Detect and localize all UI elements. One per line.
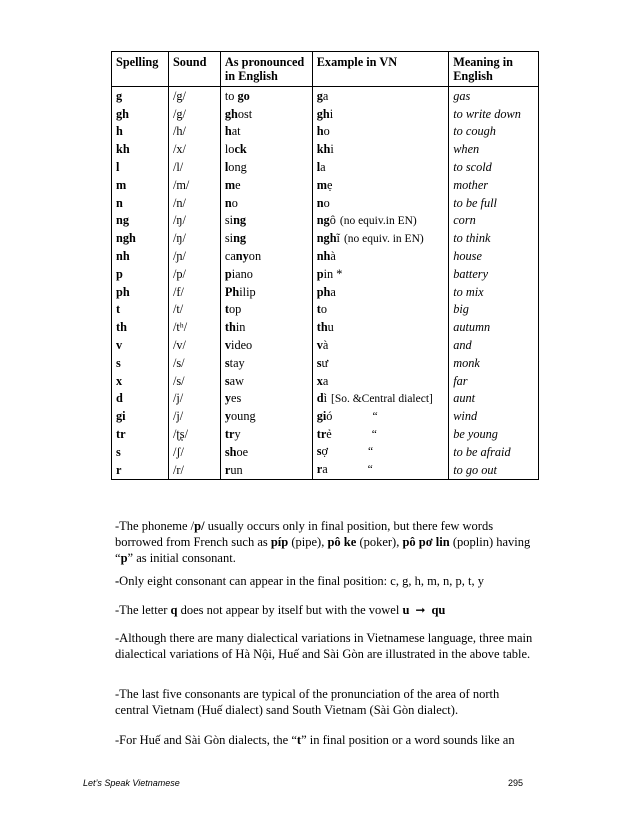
cell-spelling: m bbox=[112, 176, 169, 194]
paragraph-p-phoneme: -The phoneme /p/ usually occurs only in final position, but there few words borrowed from French such as píp (pipe), pô ke (poker), pô pơ lin (poplin) having “p” as initial consonant. bbox=[115, 519, 531, 565]
table-row bbox=[112, 461, 539, 479]
table-row bbox=[112, 372, 539, 390]
cell-meaning: corn bbox=[449, 212, 539, 230]
cell-sound: /m/ bbox=[168, 176, 220, 194]
cell-meaning: aunt bbox=[449, 390, 539, 408]
cell-sound: /ʃ/ bbox=[168, 443, 220, 461]
cell-example: ra “ bbox=[312, 461, 449, 479]
table-row bbox=[112, 158, 539, 176]
cell-spelling: ngh bbox=[112, 229, 169, 247]
cell-example: khi bbox=[312, 140, 449, 158]
cell-example: nhà bbox=[312, 247, 449, 265]
cell-english: long bbox=[220, 158, 312, 176]
cell-sound: /l/ bbox=[168, 158, 220, 176]
cell-example: nghĩ (no equiv. in EN) bbox=[312, 229, 449, 247]
cell-spelling: kh bbox=[112, 140, 169, 158]
cell-meaning: to mix bbox=[449, 283, 539, 301]
cell-example: pha bbox=[312, 283, 449, 301]
cell-english: saw bbox=[220, 372, 312, 390]
arrow-right-icon: ➞ bbox=[415, 603, 426, 617]
cell-example: ghi bbox=[312, 105, 449, 123]
cell-sound: /s/ bbox=[168, 354, 220, 372]
cell-meaning: wind bbox=[449, 407, 539, 425]
cell-meaning: be young bbox=[449, 425, 539, 443]
table-row bbox=[112, 123, 539, 141]
table-row bbox=[112, 105, 539, 123]
cell-example: thu bbox=[312, 318, 449, 336]
cell-spelling: gh bbox=[112, 105, 169, 123]
table-row bbox=[112, 140, 539, 158]
table-row bbox=[112, 390, 539, 408]
table-row bbox=[112, 87, 539, 105]
cell-english: ghost bbox=[220, 105, 312, 123]
cell-meaning: to cough bbox=[449, 123, 539, 141]
cell-english: to go bbox=[220, 87, 312, 105]
cell-english: me bbox=[220, 176, 312, 194]
cell-sound: /f/ bbox=[168, 283, 220, 301]
cell-meaning: to go out bbox=[449, 461, 539, 479]
cell-sound: /ɲ/ bbox=[168, 247, 220, 265]
cell-spelling: l bbox=[112, 158, 169, 176]
cell-spelling: v bbox=[112, 336, 169, 354]
cell-meaning: and bbox=[449, 336, 539, 354]
cell-example: pin * bbox=[312, 265, 449, 283]
cell-spelling: th bbox=[112, 318, 169, 336]
cell-english: lock bbox=[220, 140, 312, 158]
cell-meaning: house bbox=[449, 247, 539, 265]
cell-example: và bbox=[312, 336, 449, 354]
cell-example: gió “ bbox=[312, 407, 449, 425]
cell-english: piano bbox=[220, 265, 312, 283]
cell-sound: /t/ bbox=[168, 301, 220, 319]
cell-spelling: n bbox=[112, 194, 169, 212]
cell-spelling: ph bbox=[112, 283, 169, 301]
cell-spelling: tr bbox=[112, 425, 169, 443]
footer-title: Let’s Speak Vietnamese bbox=[83, 778, 180, 788]
cell-meaning: to think bbox=[449, 229, 539, 247]
cell-english: Philip bbox=[220, 283, 312, 301]
paragraph-hue-saigon: -For Huế and Sài Gòn dialects, the “t” in final position or a word sounds like an bbox=[115, 733, 515, 747]
cell-example: ngô (no equiv.in EN) bbox=[312, 212, 449, 230]
cell-spelling: nh bbox=[112, 247, 169, 265]
cell-spelling: d bbox=[112, 390, 169, 408]
paragraph-dialects: -Although there are many dialectical variations in Vietnamese language, three main dialectical variations of Hà Nội, Huế and Sài Gòn are illustrated in the above table. bbox=[115, 631, 533, 661]
cell-sound: /s/ bbox=[168, 372, 220, 390]
cell-sound: /p/ bbox=[168, 265, 220, 283]
cell-english: hat bbox=[220, 123, 312, 141]
cell-example: dì [So. &Central dialect] bbox=[312, 390, 449, 408]
cell-english: stay bbox=[220, 354, 312, 372]
cell-english: canyon bbox=[220, 247, 312, 265]
cell-meaning: to scold bbox=[449, 158, 539, 176]
cell-sound: /v/ bbox=[168, 336, 220, 354]
cell-spelling: p bbox=[112, 265, 169, 283]
table-row bbox=[112, 283, 539, 301]
table-row bbox=[112, 425, 539, 443]
cell-sound: /ŋ/ bbox=[168, 229, 220, 247]
cell-meaning: autumn bbox=[449, 318, 539, 336]
consonant-table bbox=[111, 51, 539, 480]
cell-sound: /tʰ/ bbox=[168, 318, 220, 336]
cell-example: la bbox=[312, 158, 449, 176]
cell-sound: /g/ bbox=[168, 87, 220, 105]
cell-english: shoe bbox=[220, 443, 312, 461]
table-row bbox=[112, 265, 539, 283]
cell-sound: /r/ bbox=[168, 461, 220, 479]
table-row bbox=[112, 229, 539, 247]
header-spelling: Spelling bbox=[112, 52, 169, 87]
cell-example: mẹ bbox=[312, 176, 449, 194]
cell-sound: /ŋ/ bbox=[168, 212, 220, 230]
cell-example: to bbox=[312, 301, 449, 319]
cell-meaning: monk bbox=[449, 354, 539, 372]
cell-example: ga bbox=[312, 87, 449, 105]
cell-spelling: t bbox=[112, 301, 169, 319]
cell-example: ho bbox=[312, 123, 449, 141]
table-row bbox=[112, 407, 539, 425]
cell-example: trẻ “ bbox=[312, 425, 449, 443]
table-row bbox=[112, 354, 539, 372]
cell-sound: /j/ bbox=[168, 390, 220, 408]
cell-sound: /n/ bbox=[168, 194, 220, 212]
cell-english: yes bbox=[220, 390, 312, 408]
cell-meaning: big bbox=[449, 301, 539, 319]
table-body bbox=[112, 87, 539, 480]
table-row bbox=[112, 318, 539, 336]
cell-spelling: s bbox=[112, 443, 169, 461]
table-row bbox=[112, 301, 539, 319]
cell-english: no bbox=[220, 194, 312, 212]
cell-spelling: g bbox=[112, 87, 169, 105]
paragraph-final-consonants: -Only eight consonant can appear in the final position: c, g, h, m, n, p, t, y bbox=[115, 574, 485, 588]
cell-meaning: battery bbox=[449, 265, 539, 283]
paragraph-last-five: -The last five consonants are typical of the pronunciation of the area of north central Vietnam (Huế dialect) sand South Vietnam (Sài Gòn dialect). bbox=[115, 687, 500, 717]
cell-spelling: x bbox=[112, 372, 169, 390]
header-sound: Sound bbox=[168, 52, 220, 87]
cell-english: try bbox=[220, 425, 312, 443]
table-header-row bbox=[112, 52, 539, 87]
cell-example: sư bbox=[312, 354, 449, 372]
cell-english: top bbox=[220, 301, 312, 319]
cell-english: sing bbox=[220, 229, 312, 247]
cell-sound: /x/ bbox=[168, 140, 220, 158]
table-row bbox=[112, 212, 539, 230]
cell-meaning: far bbox=[449, 372, 539, 390]
cell-spelling: h bbox=[112, 123, 169, 141]
cell-spelling: s bbox=[112, 354, 169, 372]
header-example: Example in VN bbox=[312, 52, 449, 87]
cell-english: video bbox=[220, 336, 312, 354]
cell-spelling: ng bbox=[112, 212, 169, 230]
header-meaning: Meaning in English bbox=[449, 52, 539, 87]
cell-meaning: to be full bbox=[449, 194, 539, 212]
cell-english: run bbox=[220, 461, 312, 479]
table-row bbox=[112, 176, 539, 194]
cell-meaning: gas bbox=[449, 87, 539, 105]
paragraph-letter-q: -The letter q does not appear by itself but with the vowel u ➞ qu bbox=[115, 603, 446, 617]
page-number: 295 bbox=[508, 778, 524, 788]
cell-english: thin bbox=[220, 318, 312, 336]
table-row bbox=[112, 194, 539, 212]
cell-meaning: when bbox=[449, 140, 539, 158]
table-row bbox=[112, 443, 539, 461]
cell-english: young bbox=[220, 407, 312, 425]
cell-sound: /g/ bbox=[168, 105, 220, 123]
table-row bbox=[112, 247, 539, 265]
cell-meaning: mother bbox=[449, 176, 539, 194]
cell-spelling: r bbox=[112, 461, 169, 479]
header-english: As pronounced in English bbox=[220, 52, 312, 87]
cell-sound: /j/ bbox=[168, 407, 220, 425]
cell-sound: /ʈʂ/ bbox=[168, 425, 220, 443]
cell-example: no bbox=[312, 194, 449, 212]
cell-english: sing bbox=[220, 212, 312, 230]
cell-example: xa bbox=[312, 372, 449, 390]
cell-meaning: to write down bbox=[449, 105, 539, 123]
cell-spelling: gi bbox=[112, 407, 169, 425]
table-row bbox=[112, 336, 539, 354]
cell-sound: /h/ bbox=[168, 123, 220, 141]
cell-example: sợ “ bbox=[312, 443, 449, 461]
cell-meaning: to be afraid bbox=[449, 443, 539, 461]
